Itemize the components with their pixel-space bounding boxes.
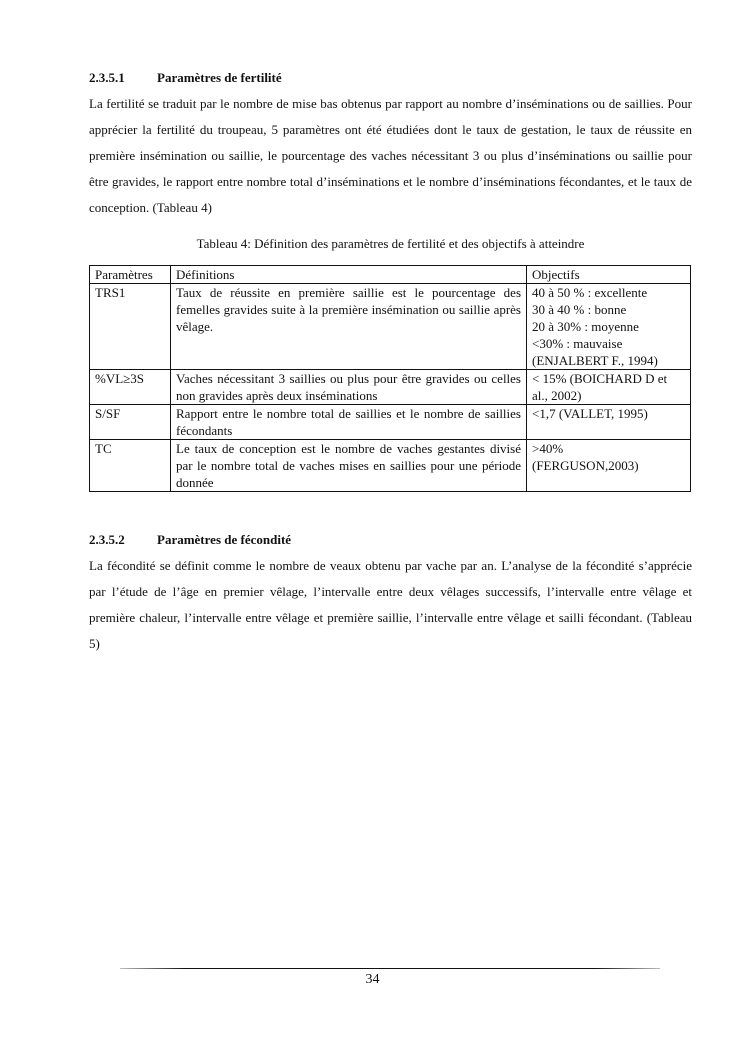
objective-line: <1,7 (VALLET, 1995) xyxy=(532,406,648,421)
table-row xyxy=(90,284,691,370)
table-row xyxy=(90,405,691,440)
table-row xyxy=(90,370,691,405)
fecondite-paragraph: La fécondité se définit comme le nombre de veaux obtenu par vache par an. L’analyse de la fécondité s’apprécie par l’étude de l’âge en premier vêlage, l’intervalle entre deux vêlages successifs, l’intervalle entre vêlage et première chaleur, l’intervalle entre vêlage et première saillie, l’intervalle entre vêlage et sailli fécondant. (Tableau 5) xyxy=(89,558,692,651)
objective-line: 20 à 30% : moyenne xyxy=(532,319,639,334)
page-number: 34 xyxy=(365,972,380,987)
section-title: Paramètres de fertilité xyxy=(157,70,282,85)
objective-line: (FERGUSON,2003) xyxy=(532,458,639,473)
param-cell: S/SF xyxy=(90,405,171,440)
definition-cell: Le taux de conception est le nombre de vaches gestantes divisé par le nombre total de vaches mises en saillies pour une période donnée xyxy=(171,440,527,492)
objective-line: < 15% (BOICHARD D et al., 2002) xyxy=(532,371,668,403)
objective-line: (ENJALBERT F., 1994) xyxy=(532,353,658,368)
definition-cell: Vaches nécessitant 3 saillies ou plus pour être gravides ou celles non gravides après deux inséminations xyxy=(171,370,527,405)
param-cell: TRS1 xyxy=(90,284,171,370)
objective-line: 30 à 40 % : bonne xyxy=(532,302,627,317)
objectives-cell xyxy=(527,284,691,370)
objective-line: 40 à 50 % : excellente xyxy=(532,285,648,300)
section-heading-fecondite xyxy=(89,532,291,548)
section-title: Paramètres de fécondité xyxy=(157,532,292,547)
table-caption: Tableau 4: Définition des paramètres de fertilité et des objectifs à atteindre xyxy=(196,236,585,251)
objectives-cell xyxy=(527,370,691,405)
param-cell: %VL≥3S xyxy=(90,370,171,405)
section-number: 2.3.5.2 xyxy=(89,532,125,547)
footer-divider xyxy=(120,968,660,969)
objectives-cell xyxy=(527,405,691,440)
objective-line: >40% xyxy=(532,441,564,456)
objectives-cell xyxy=(527,440,691,492)
column-header-objectifs: Objectifs xyxy=(527,266,691,284)
table-header-row xyxy=(90,266,691,284)
fertility-parameters-table xyxy=(89,265,691,492)
table-row xyxy=(90,440,691,492)
param-cell: TC xyxy=(90,440,171,492)
section-number: 2.3.5.1 xyxy=(89,70,125,85)
definition-cell: Rapport entre le nombre total de saillies et le nombre de saillies fécondants xyxy=(171,405,527,440)
objective-line: <30% : mauvaise xyxy=(532,336,623,351)
fertilite-paragraph: La fertilité se traduit par le nombre de mise bas obtenus par rapport au nombre d’inséminations ou de saillies. Pour apprécier la fertilité du troupeau, 5 paramètres ont été étudiées dont le taux de gestation, le taux de réussite en première insémination ou saillie, le pourcentage des vaches nécessitant 3 ou plus d’inséminations ou saillie pour être gravides, le rapport entre nombre total d’inséminations et le nombre d’inséminations fécondantes, et le taux de conception. (Tableau 4) xyxy=(89,96,692,215)
column-header-parametres: Paramètres xyxy=(90,266,171,284)
column-header-definitions: Définitions xyxy=(171,266,527,284)
definition-cell: Taux de réussite en première saillie est le pourcentage des femelles gravides suite à la première insémination ou saillie après vêlage. xyxy=(171,284,527,370)
section-heading-fertilite xyxy=(89,70,282,86)
